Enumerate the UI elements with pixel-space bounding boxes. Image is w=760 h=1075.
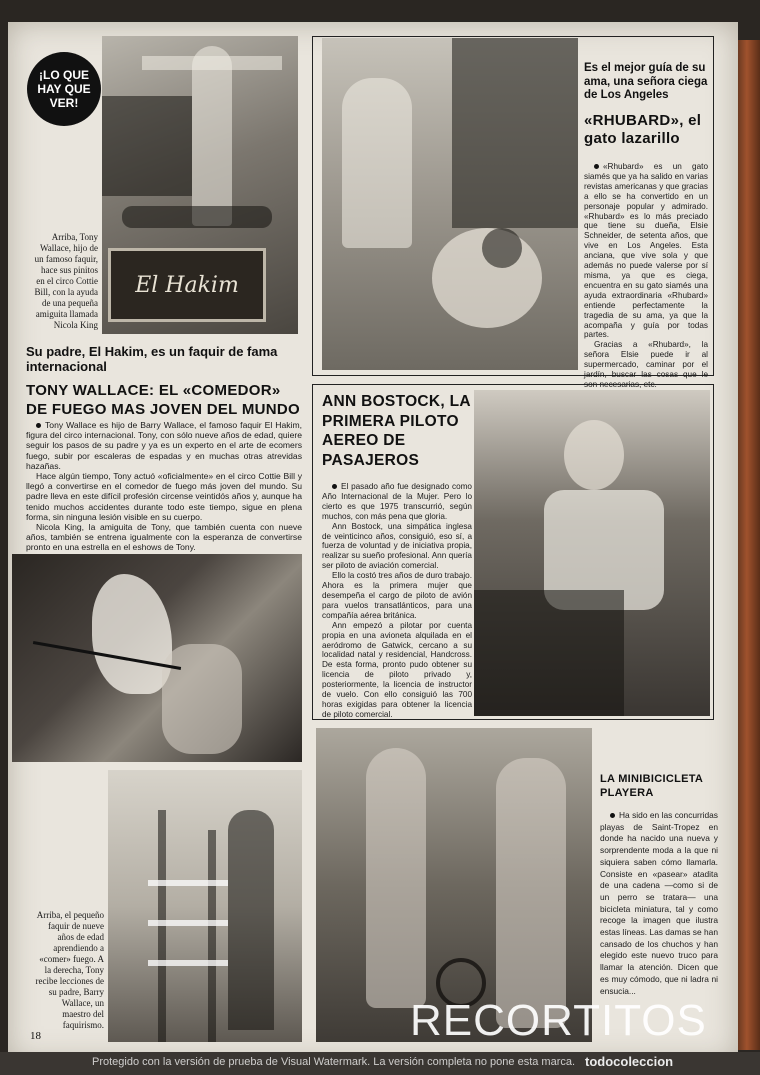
- photo-caption-bottom: Arriba, el pequeño faquir de nueve años de edad aprendiendo a «comer» fuego. A la derecha, Tony recibe lecciones de su padre, Barry Wallace, un maestro del faquirismo.: [35, 910, 104, 1030]
- pilot-paragraph-3: Ello la costó tres años de duro trabajo. Ahora es la primera mujer que desempeña el cargo de piloto de avión para vuelos transatlánticos, para una compañía aérea británica.: [322, 571, 472, 620]
- pilot-paragraph-1: El pasado año fue designado como Año Internacional de la Mujer. Pero lo cierto es que 1975 transcurrió, según muchos, con más pena que gloria.: [322, 482, 472, 521]
- pilot-article: [322, 482, 472, 720]
- cat-intro: Es el mejor guía de su ama, una señora ciega de Los Angeles: [584, 62, 708, 101]
- photo-cat-and-owner: [322, 38, 578, 370]
- minibike-paragraph: Ha sido en las concurridas playas de Saint-Tropez en donde ha nacido una nueva y sorprendente moda a la que ni siquiera saben cómo llamarla. Consiste en «pasear» atadita de una cadena —como si de un perro se tratara— una bicicleta miniatura, tal y como recoge la imagen que ilustra estas líneas. Las damas se han cansado de los chuchos y han elegido este nuevo truco para llamar la atención. Dicen que es muy cómodo, que ni ladra ni ensucia...: [600, 810, 718, 996]
- recortitos-watermark: RECORTITOS: [410, 996, 707, 1045]
- cat-paragraph-2: Gracias a «Rhubard», la señora Elsie puede ir al supermercado, caminar por el jardín, buscar las cosas que le son necesarias, etc.: [584, 340, 708, 389]
- todocoleccion-logo: todocoleccion: [585, 1054, 674, 1069]
- photo-pilot-cockpit: [474, 390, 710, 716]
- el-hakim-sign: El Hakim: [108, 248, 266, 322]
- cat-article: [584, 162, 708, 390]
- cat-paragraph-1: «Rhubard» es un gato siamés que ya ha salido en varias revistas americanas y que gracias a ello se ha convertido en un personaje popular y admirado. «Rhubard» es lo más preciado que tiene su dueña, Elsie Schneider, de setenta años, que vive en Los Angeles. Esta anciana, que vive sola y que además no puede valerse por sí misma, ya que es ciega, encuentra en su gato siamés una ayuda extraordinaria «Rhubard» entiende perfectamente la tragedia de su ama, ya que la acompaña y guía por todas partes.: [584, 162, 708, 340]
- page-number: 18: [30, 1030, 41, 1042]
- pilot-paragraph-4: Ann empezó a pilotar por cuenta propia en una avioneta alquilada en el aeródromo de Gatwick, cercano a su localidad natal y residencial, Handcross. De esta forma, pronto pudo obtener su licencia de piloto privado y, posteriormente, la licencia de instructor de vuelo. Con ello consiguió las 700 horas exigidas para obtener la licencia de piloto comercial.: [322, 620, 472, 719]
- bullet-icon: [594, 164, 599, 169]
- minibike-article: [600, 810, 718, 997]
- fakir-paragraph-2: Hace algún tiempo, Tony actuó «oficialmente» en el circo Cottie Bill y llegó a convertirse en el comedor de fuego más joven del mundo. Su padre lleva en este difícil profesión circense veintidós años y, aunque ha tenido muchos accidentes durante todo este tiempo, sigue en plena forma, sin ninguna lesión visible en su cuerpo.: [26, 471, 302, 522]
- photo-beach-minibike: [316, 728, 592, 1042]
- section-badge: ¡LO QUE HAY QUE VER!: [27, 52, 101, 126]
- bullet-icon: [36, 423, 41, 428]
- photo-fire-eater: [12, 554, 302, 762]
- pilot-paragraph-2: Ann Bostock, una simpática inglesa de veinticinco años, consiguió, eso sí, a fuerza de voluntad y de iniciativa propia, realizar su sueño profesional. Ann quería ser piloto de aviación comercial.: [322, 521, 472, 571]
- photo-sword-ladder: [108, 770, 302, 1042]
- fakir-paragraph-3: Nicola King, la amiguita de Tony, que también cuenta con nueve años, también se entrena igualmente con la esperanza de convertirse pronto en una estrella en el eshows de Tony.: [26, 522, 302, 553]
- page-edge: [738, 40, 760, 1050]
- photo-caption-top: Arriba, Tony Wallace, hijo de un famoso faquir, hace sus pinitos en el circo Cottie Bill, con la ayuda de una pequeña amiguita llamada Nicola King: [34, 232, 98, 330]
- pilot-headline: ANN BOSTOCK, LA PRIMERA PILOTO AEREO DE PASAJEROS: [322, 393, 471, 469]
- cat-headline: «RHUBARD», el gato lazarillo: [584, 112, 702, 147]
- fakir-headline: TONY WALLACE: EL «COMEDOR» DE FUEGO MAS JOVEN DEL MUNDO: [26, 382, 300, 418]
- fakir-paragraph-1: Tony Wallace es hijo de Barry Wallace, el famoso faquir El Hakim, figura del circo internacional. Tony, con sólo nueve años de edad, quiere seguir los pasos de su padre y ya es un experto en el arte de ecomers fuego, subir por escaleras de espadas y en muchas otras atrevidas hazañas.: [26, 420, 302, 471]
- watermark-notice: Protegido con la versión de prueba de Visual Watermark. La versión completa no pone esta marca.: [92, 1056, 576, 1068]
- minibike-headline: LA MINIBICICLETA PLAYERA: [600, 773, 703, 799]
- bullet-icon: [610, 813, 615, 818]
- bullet-icon: [332, 484, 337, 489]
- fakir-subheadline: Su padre, El Hakim, es un faquir de fama internacional: [26, 344, 278, 374]
- fakir-article: [26, 420, 302, 553]
